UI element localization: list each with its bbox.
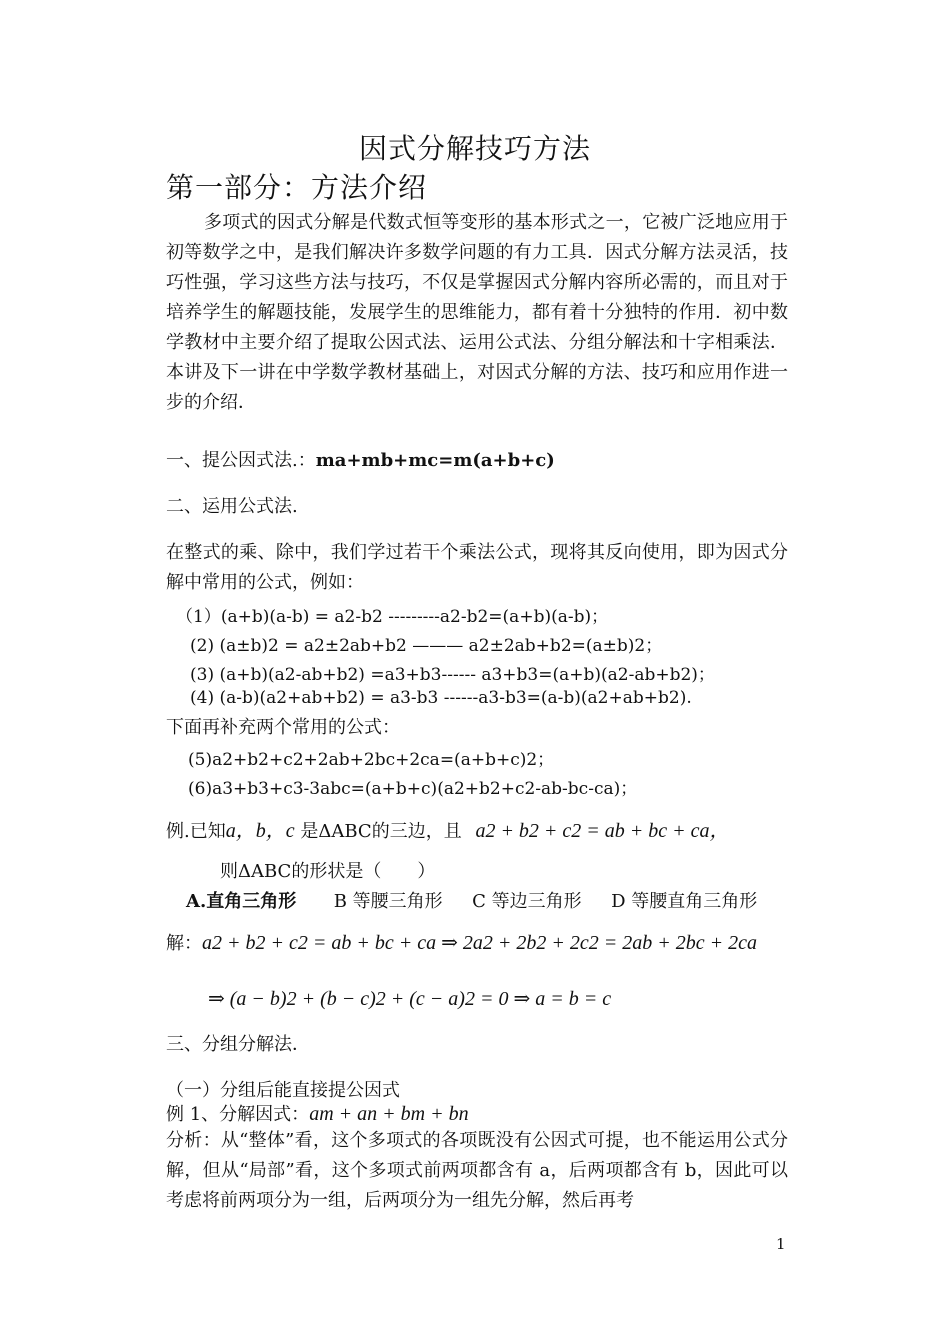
example-mid: 是ΔABC的三边，且 bbox=[300, 821, 462, 842]
example-options bbox=[186, 887, 757, 913]
solution-step-1: a2 + b2 + c2 = ab + bc + ca ⇒ 2a2 + 2b2 + 2c2 = 2ab + 2bc + 2ca bbox=[202, 932, 757, 954]
formula-5: (5)a2+b2+c2+2ab+2bc+2ca=(a+b+c)2； bbox=[188, 750, 555, 770]
analysis-paragraph bbox=[166, 1126, 788, 1216]
intro-text: 多项式的因式分解是代数式恒等变形的基本形式之一，它被广泛地应用于初等数学之中，是我们解决许多数学问题的有力工具．因式分解方法灵活，技巧性强，学习这些方法与技巧，不仅是掌握因式分解内容所必需的，而且对于培养学生的解题技能，发展学生的思维能力，都有着十分独特的作用．初中数学教材中主要介绍了提取公因式法、运用公式法、分组分解法和十字相乘法．本讲及下一讲在中学数学教材基础上，对因式分解的方法、技巧和应用作进一步的介绍． bbox=[166, 212, 788, 413]
formula-1: （1）(a+b)(a-b) = a2-b2 ---------a2-b2=(a+b)(a-b)； bbox=[176, 607, 609, 627]
formula-intro-paragraph bbox=[166, 538, 788, 598]
solution-step-2: ⇒ (a − b)2 + (b − c)2 + (c − a)2 = 0 ⇒ a = b = c bbox=[208, 988, 612, 1010]
intro-paragraph bbox=[166, 208, 788, 418]
formula-3: (3) (a+b)(a2-ab+b2) =a3+b3------ a3+b3=(a+b)(a2-ab+b2)； bbox=[190, 665, 715, 685]
page-title: 因式分解技巧方法 bbox=[358, 132, 591, 165]
example-prefix: 例.已知 bbox=[166, 821, 226, 842]
example-1-statement bbox=[166, 1100, 469, 1126]
example-condition: a2 + b2 + c2 = ab + bc + ca， bbox=[475, 820, 730, 842]
part-heading: 第一部分：方法介绍 bbox=[166, 171, 428, 204]
solution-label: 解： bbox=[166, 933, 202, 954]
section-1-label: 一、提公因式法.： bbox=[166, 450, 316, 471]
example-question: 则ΔABC的形状是（ ） bbox=[220, 861, 436, 882]
section-1-heading bbox=[166, 446, 555, 472]
example-vars: a，b，c bbox=[225, 820, 295, 842]
formula-6: (6)a3+b3+c3-3abc=(a+b+c)(a2+b2+c2-ab-bc-ca)； bbox=[188, 779, 638, 799]
option-c: C 等边三角形 bbox=[472, 891, 582, 912]
section-1-formula: ma+mb+mc=m(a+b+c) bbox=[315, 450, 555, 471]
option-a: A.直角三角形 bbox=[186, 891, 297, 912]
section-3-heading: 三、分组分解法． bbox=[166, 1034, 310, 1055]
analysis-text: 分析：从“整体”看，这个多项式的各项既没有公因式可提，也不能运用公式分解，但从“局部”看，这个多项式前两项都含有 a，后两项都含有 b，因此可以考虑将前两项分为一组，后两项分为一组先分解，然后再考 bbox=[166, 1130, 788, 1211]
formula-4: (4) (a-b)(a2+ab+b2) = a3-b3 ------a3-b3=(a-b)(a2+ab+b2). bbox=[190, 688, 692, 708]
example-1-expr: am + an + bm + bn bbox=[309, 1103, 469, 1125]
page-number: 1 bbox=[776, 1235, 786, 1253]
option-b: B 等腰三角形 bbox=[333, 891, 443, 912]
supplement-intro: 下面再补充两个常用的公式： bbox=[166, 717, 400, 738]
subsection-1-heading: （一）分组后能直接提公因式 bbox=[166, 1080, 400, 1101]
solution-line-1 bbox=[166, 929, 757, 955]
example-1-label: 例 1、分解因式： bbox=[166, 1104, 310, 1125]
example-statement bbox=[166, 814, 730, 843]
section-2-heading: 二、运用公式法. bbox=[166, 496, 298, 517]
formula-intro-text: 在整式的乘、除中，我们学过若干个乘法公式，现将其反向使用，即为因式分解中常用的公式，例如： bbox=[166, 542, 788, 593]
formula-2: (2) (a±b)2 = a2±2ab+b2 ——— a2±2ab+b2=(a±b)2； bbox=[190, 636, 663, 656]
option-d: D 等腰直角三角形 bbox=[611, 891, 758, 912]
